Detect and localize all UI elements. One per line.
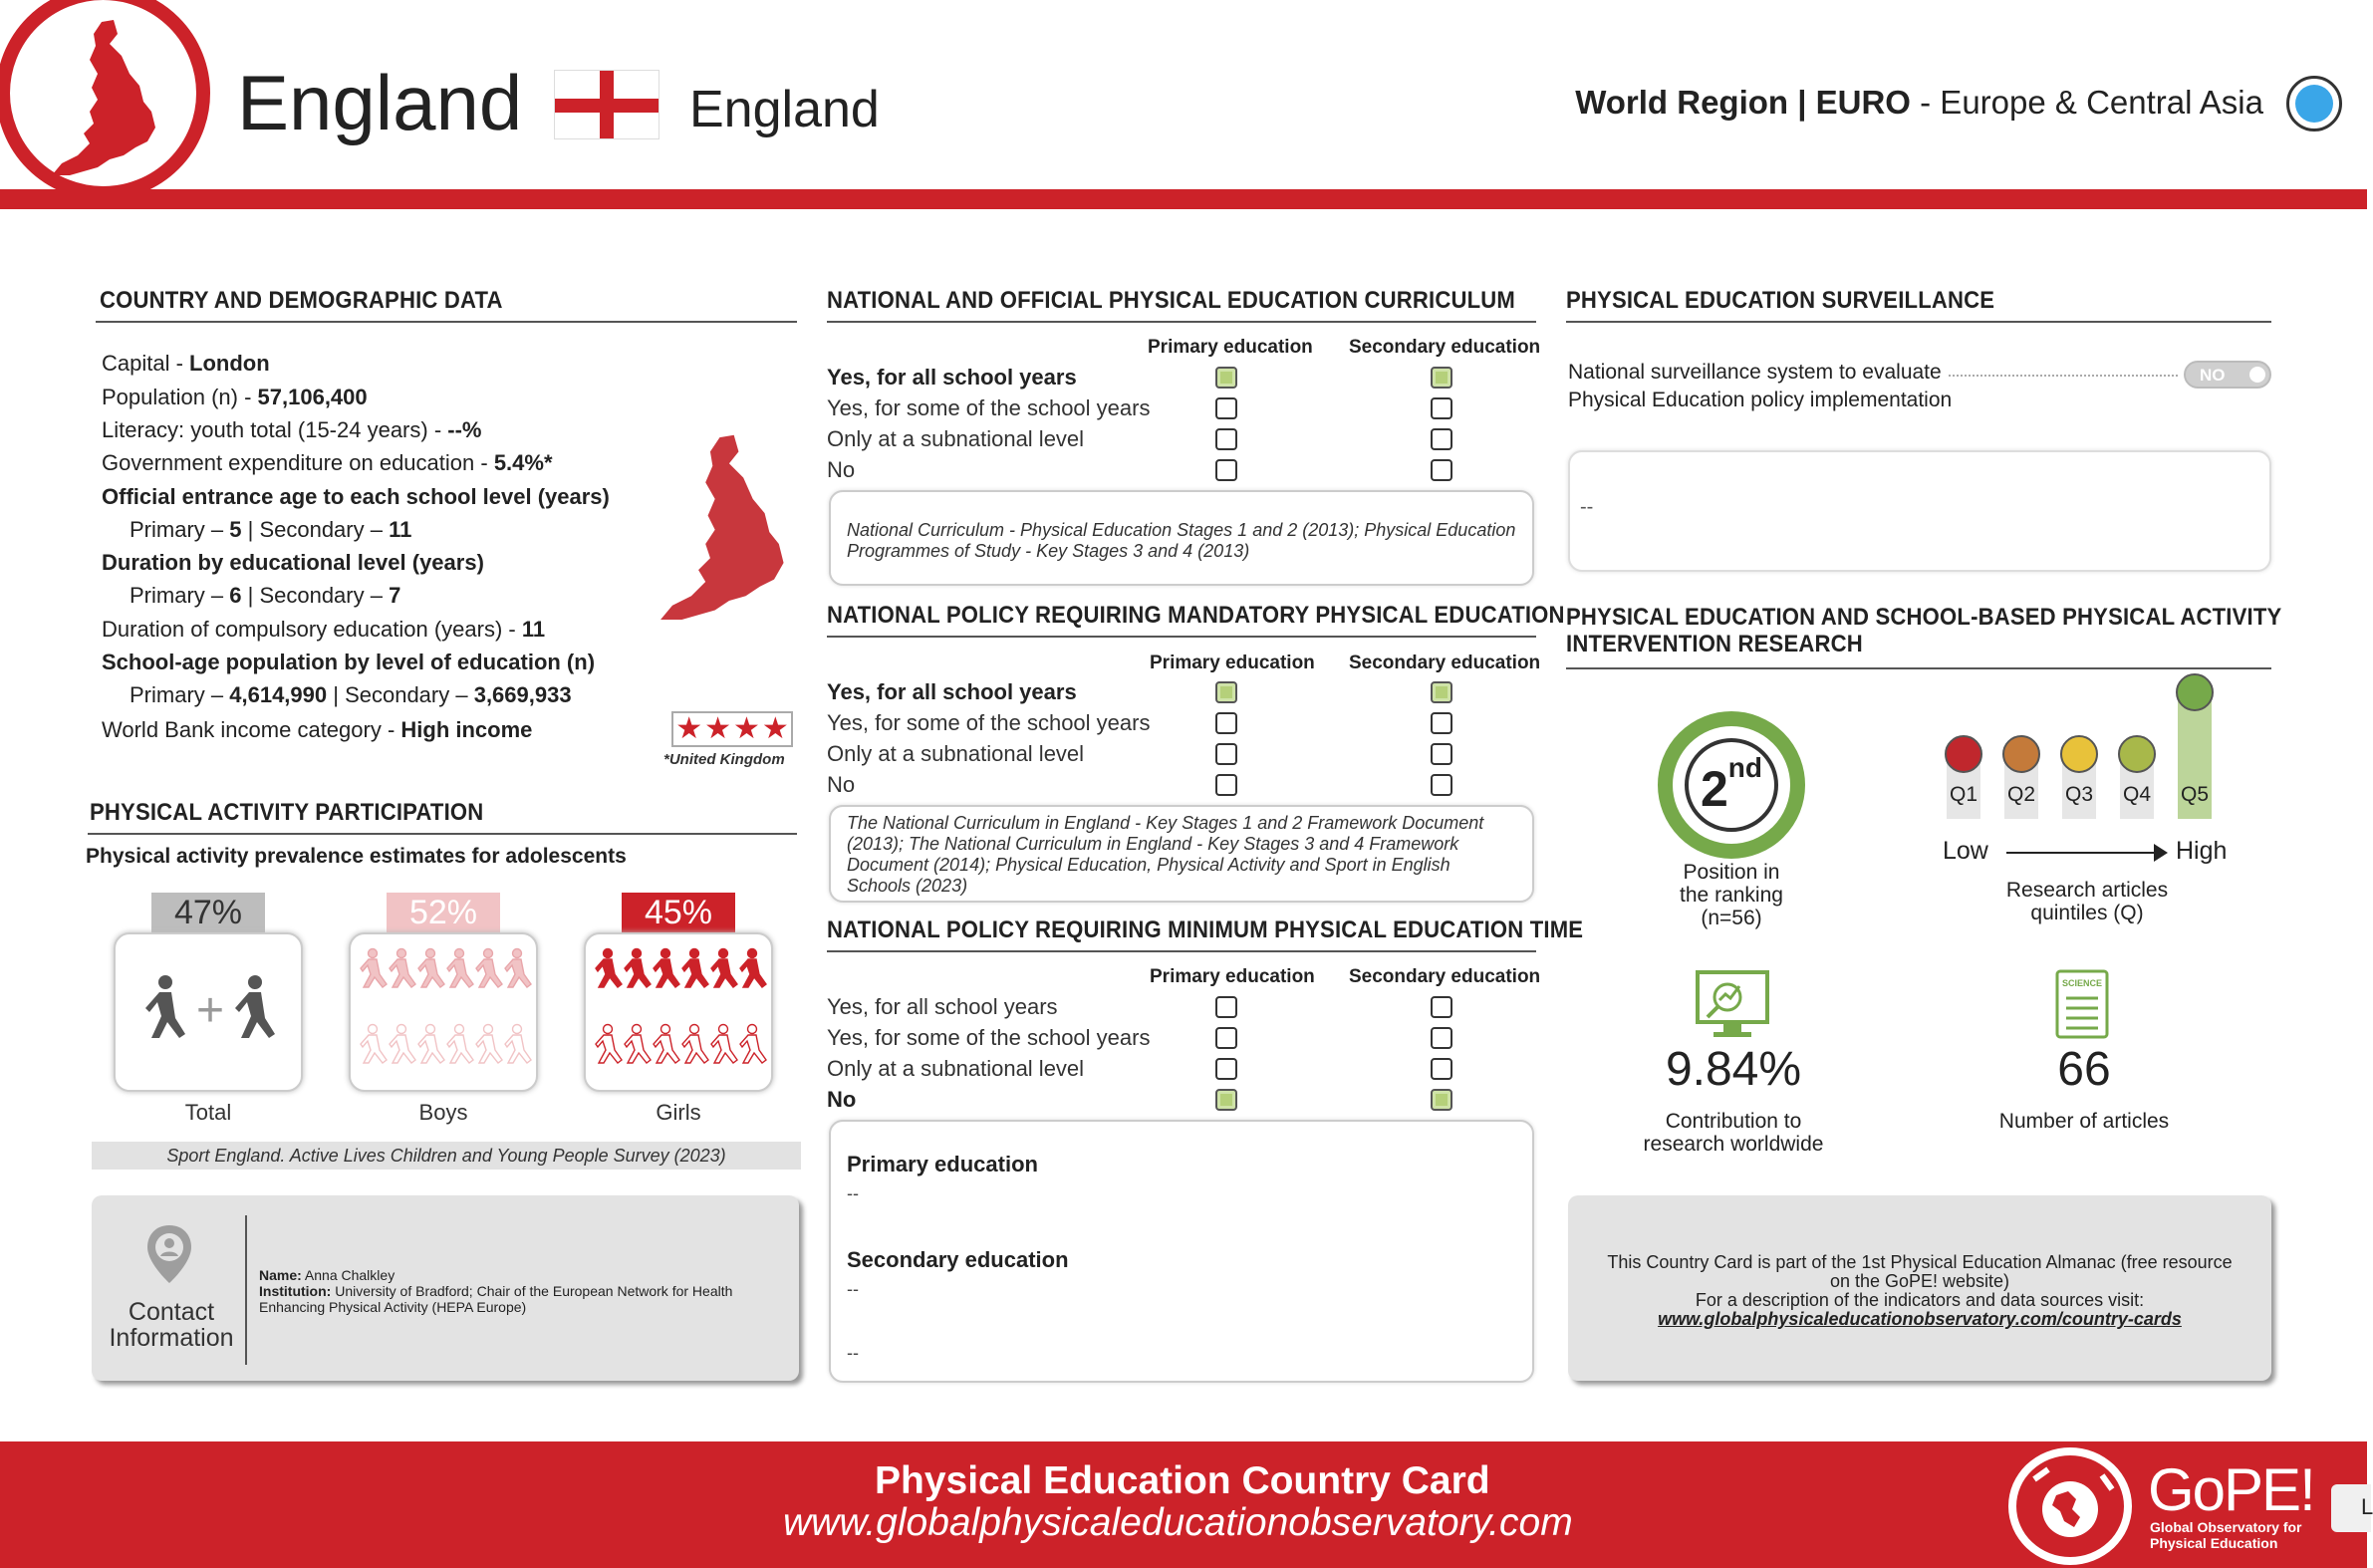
star-icon: ★ bbox=[704, 712, 731, 745]
rank-label-line1: Position in bbox=[1683, 861, 1780, 884]
expenditure-label: Government expenditure on education - bbox=[102, 450, 494, 475]
mintime-primary-checkbox[interactable] bbox=[1215, 1058, 1237, 1080]
rank-number: 2 bbox=[1700, 761, 1728, 817]
arrow-right-icon bbox=[2006, 852, 2164, 854]
header-bar bbox=[0, 189, 2367, 209]
runner-icon bbox=[476, 949, 502, 988]
world-region-label: World Region | EURO bbox=[1575, 84, 1911, 121]
contact-name: Anna Chalkley bbox=[301, 1267, 396, 1283]
mintime-option: Yes, for some of the school years bbox=[827, 1025, 1151, 1050]
population-label: Population (n) - bbox=[102, 385, 258, 409]
star-icon: ★ bbox=[733, 712, 760, 745]
contribution-label-line2: research worldwide bbox=[1643, 1133, 1824, 1156]
section-divider bbox=[96, 321, 797, 323]
mandatory-secondary-checkbox[interactable] bbox=[1431, 712, 1452, 734]
quintile-ball-q5 bbox=[2176, 673, 2214, 711]
rank-ring bbox=[1658, 711, 1805, 859]
mandatory-primary-checkbox[interactable] bbox=[1215, 743, 1237, 765]
edge-tab[interactable]: L bbox=[2331, 1484, 2371, 1532]
pa-source: Sport England. Active Lives Children and Young People Survey (2023) bbox=[92, 1142, 801, 1170]
rank-label-line3: (n=56) bbox=[1701, 907, 1762, 929]
runner-icon bbox=[390, 949, 415, 988]
mandatory-option: Yes, for some of the school years bbox=[827, 710, 1151, 735]
entrance-primary-label: Primary – bbox=[130, 517, 230, 542]
articles-value: 66 bbox=[2057, 1043, 2111, 1096]
rank-suffix: nd bbox=[1727, 752, 1763, 783]
gope-brand: GoPE! bbox=[2148, 1456, 2314, 1523]
curriculum-col-secondary: Secondary education bbox=[1349, 337, 1541, 358]
runner-icon bbox=[682, 1025, 708, 1064]
surveillance-line1: National surveillance system to evaluate bbox=[1568, 361, 1942, 384]
runner-icon bbox=[654, 949, 679, 988]
research-title-line2: INTERVENTION RESEARCH bbox=[1566, 631, 1863, 657]
science-icon-text: SCIENCE bbox=[2061, 978, 2103, 988]
rank-value bbox=[1685, 738, 1778, 832]
high-label: High bbox=[2176, 837, 2228, 865]
population-line bbox=[102, 385, 368, 410]
runner-icon bbox=[625, 949, 651, 988]
contact-inst-label: Institution: bbox=[259, 1283, 332, 1299]
runners-icon bbox=[116, 934, 305, 1094]
duration-primary-value: 6 bbox=[229, 583, 242, 608]
runner-icon bbox=[418, 1025, 444, 1064]
duration-primary-label: Primary – bbox=[130, 583, 230, 608]
runner-icon bbox=[625, 1025, 651, 1064]
runner-icon bbox=[740, 1025, 766, 1064]
runner-icon bbox=[390, 1025, 415, 1064]
contact-label-line2: Information bbox=[109, 1324, 234, 1352]
quintile-ball-q3 bbox=[2060, 735, 2098, 773]
location-pin-icon bbox=[143, 1223, 195, 1285]
contact-details bbox=[259, 1267, 777, 1315]
schoolage-secondary-value: 3,669,933 bbox=[473, 682, 572, 707]
runner-icon bbox=[447, 1025, 473, 1064]
curriculum-secondary-checkbox[interactable] bbox=[1431, 459, 1452, 481]
mandatory-option: Only at a subnational level bbox=[827, 741, 1085, 766]
quintile-ball-q4 bbox=[2118, 735, 2156, 773]
svg-text:+: + bbox=[195, 984, 225, 1037]
literacy-line bbox=[102, 417, 481, 443]
rank-label bbox=[1614, 861, 1849, 929]
duration-secondary-value: 7 bbox=[389, 583, 401, 608]
contribution-label bbox=[1614, 1110, 1853, 1156]
curriculum-option: No bbox=[827, 457, 856, 482]
curriculum-option: Yes, for some of the school years bbox=[827, 395, 1151, 420]
mintime-primary-value: -- bbox=[847, 1183, 859, 1203]
star-icon: ★ bbox=[675, 712, 703, 745]
footer-url[interactable]: www.globalphysicaleducationobservatory.com bbox=[783, 1501, 1573, 1544]
mandatory-primary-checkbox[interactable] bbox=[1215, 712, 1237, 734]
mandatory-primary-checkbox[interactable] bbox=[1215, 774, 1237, 796]
research-title bbox=[1566, 604, 2281, 657]
section-divider bbox=[1566, 667, 2271, 669]
almanac-link[interactable]: www.globalphysicaleducationobservatory.com/country-cards bbox=[1658, 1309, 2182, 1329]
mandatory-option: Yes, for all school years bbox=[827, 679, 1077, 704]
quintile-ball-q1 bbox=[1945, 735, 1982, 773]
quintile-label-q4: Q4 bbox=[2122, 783, 2151, 806]
research-monitor-icon bbox=[1694, 968, 1771, 1044]
contact-box bbox=[92, 1195, 799, 1381]
gope-globe-icon bbox=[2008, 1447, 2132, 1565]
income-line bbox=[102, 717, 532, 743]
uk-note: *United Kingdom bbox=[663, 751, 785, 768]
compulsory-line bbox=[102, 617, 545, 643]
mandatory-col-primary: Primary education bbox=[1150, 653, 1315, 673]
boys-runners-icon bbox=[351, 934, 540, 1094]
mintime-option: No bbox=[827, 1087, 857, 1112]
quintile-label-line2: quintiles (Q) bbox=[2030, 902, 2144, 924]
entrance-secondary-value: 11 bbox=[389, 517, 412, 542]
pa-subtitle: Physical activity prevalence estimates for adolescents bbox=[86, 845, 627, 868]
gope-sub1: Global Observatory for bbox=[2150, 1519, 2302, 1535]
entrance-line bbox=[130, 517, 411, 543]
quintile-label-q5: Q5 bbox=[2180, 783, 2209, 806]
surveillance-box-value: -- bbox=[1580, 496, 1594, 518]
runner-icon bbox=[418, 949, 444, 988]
gope-subtitle bbox=[2150, 1519, 2301, 1551]
curriculum-primary-checkbox[interactable] bbox=[1215, 397, 1237, 419]
section-divider bbox=[827, 636, 1536, 638]
contribution-label-line1: Contribution to bbox=[1665, 1110, 1802, 1133]
duration-line bbox=[130, 583, 400, 609]
quintile-label-q1: Q1 bbox=[1949, 783, 1978, 806]
country-subtitle: England bbox=[689, 81, 880, 138]
star-icon: ★ bbox=[761, 712, 789, 745]
curriculum-col-primary: Primary education bbox=[1148, 337, 1313, 358]
mintime-primary-checkbox[interactable] bbox=[1215, 1027, 1237, 1049]
mintime-option: Yes, for all school years bbox=[827, 994, 1058, 1019]
mintime-secondary-checkbox[interactable] bbox=[1431, 996, 1452, 1018]
capital-line bbox=[102, 351, 270, 377]
duration-title-text: Duration by educational level (years) bbox=[102, 550, 484, 575]
england-map-icon bbox=[40, 16, 169, 175]
country-name: England bbox=[237, 59, 523, 146]
contact-inst: University of Bradford; Chair of the European Network for Health Enhancing Physical Activity (HEPA Europe) bbox=[259, 1283, 733, 1315]
expenditure-value: 5.4%* bbox=[493, 450, 553, 475]
page-footer bbox=[0, 1441, 2367, 1568]
surveillance-toggle[interactable] bbox=[2184, 361, 2271, 389]
runner-icon bbox=[711, 949, 737, 988]
runner-icon bbox=[505, 949, 531, 988]
section-divider bbox=[827, 321, 1536, 323]
mintime-extra-value: -- bbox=[847, 1343, 859, 1363]
capital-label: Capital - bbox=[102, 351, 190, 376]
runner-icon bbox=[596, 949, 622, 988]
schoolage-secondary-label: | Secondary – bbox=[327, 682, 474, 707]
boys-pct: 52% bbox=[387, 893, 500, 932]
schoolage-title bbox=[102, 650, 595, 675]
curriculum-secondary-checkbox[interactable] bbox=[1431, 428, 1452, 450]
boys-label: Boys bbox=[418, 1100, 468, 1125]
population-value: 57,106,400 bbox=[257, 385, 368, 409]
curriculum-primary-checkbox[interactable] bbox=[1215, 428, 1237, 450]
duration-secondary-label: | Secondary – bbox=[241, 583, 390, 608]
entrance-primary-value: 5 bbox=[229, 517, 242, 542]
mandatory-reference: The National Curriculum in England - Key Stages 1 and 2 Framework Document (2013); The National Curriculum in England - Key Stages 3 and 4 Framework Document (2014); Physical Education, Physical Activity and Sport in English Schools (2023) bbox=[829, 805, 1534, 903]
mintime-col-primary: Primary education bbox=[1150, 966, 1315, 987]
girls-runners-icon bbox=[586, 934, 775, 1094]
mintime-box bbox=[829, 1120, 1534, 1383]
science-document-icon bbox=[2054, 968, 2110, 1040]
england-flag-icon bbox=[554, 70, 659, 139]
mintime-secondary-value: -- bbox=[847, 1279, 859, 1299]
mintime-col-secondary: Secondary education bbox=[1349, 966, 1541, 987]
surveillance-box bbox=[1568, 450, 2271, 572]
curriculum-secondary-checkbox[interactable] bbox=[1431, 367, 1452, 389]
entrance-secondary-label: | Secondary – bbox=[241, 517, 390, 542]
pa-title: PHYSICAL ACTIVITY PARTICIPATION bbox=[90, 799, 484, 826]
duration-title bbox=[102, 550, 484, 576]
mandatory-secondary-checkbox[interactable] bbox=[1431, 681, 1452, 703]
runner-icon bbox=[505, 1025, 531, 1064]
mintime-secondary-checkbox[interactable] bbox=[1431, 1027, 1452, 1049]
gope-sub2: Physical Education bbox=[2150, 1535, 2278, 1551]
mandatory-secondary-checkbox[interactable] bbox=[1431, 743, 1452, 765]
surveillance-text bbox=[1568, 359, 1952, 414]
schoolage-primary-value: 4,614,990 bbox=[229, 682, 328, 707]
runner-icon bbox=[361, 949, 387, 988]
country-map-logo bbox=[0, 0, 210, 200]
contact-label-line1: Contact bbox=[128, 1298, 215, 1326]
quintile-label-q3: Q3 bbox=[2064, 783, 2093, 806]
world-region bbox=[1575, 84, 2263, 122]
quintile-ball-q2 bbox=[2002, 735, 2040, 773]
region-color-dot-icon bbox=[2286, 76, 2342, 131]
income-label: World Bank income category - bbox=[102, 717, 401, 742]
quintile-label-line1: Research articles bbox=[2005, 879, 2169, 902]
girls-pct: 45% bbox=[622, 893, 735, 932]
page-header bbox=[0, 0, 2367, 209]
section-divider bbox=[1566, 321, 2271, 323]
england-map-illustration bbox=[644, 430, 803, 620]
surveillance-toggle-label: NO bbox=[2200, 366, 2226, 385]
curriculum-title: NATIONAL AND OFFICIAL PHYSICAL EDUCATION CURRICULUM bbox=[827, 287, 1515, 314]
curriculum-primary-checkbox[interactable] bbox=[1215, 459, 1237, 481]
schoolage-line bbox=[130, 682, 572, 708]
runner-icon bbox=[740, 949, 766, 988]
compulsory-label: Duration of compulsory education (years) - bbox=[102, 617, 522, 642]
mintime-primary-checkbox[interactable] bbox=[1215, 996, 1237, 1018]
dotted-leader bbox=[1949, 375, 2178, 377]
girls-label: Girls bbox=[656, 1100, 701, 1125]
contact-divider bbox=[245, 1215, 247, 1365]
mintime-option: Only at a subnational level bbox=[827, 1056, 1085, 1081]
curriculum-option: Yes, for all school years bbox=[827, 365, 1077, 390]
mintime-secondary-checkbox[interactable] bbox=[1431, 1058, 1452, 1080]
almanac-line1: This Country Card is part of the 1st Physical Education Almanac (free resource on the GoPE! website) bbox=[1607, 1252, 2233, 1291]
literacy-value: --% bbox=[447, 417, 482, 442]
income-stars bbox=[671, 711, 793, 747]
section-divider bbox=[88, 833, 797, 835]
total-pct: 47% bbox=[151, 893, 265, 932]
footer-title: Physical Education Country Card bbox=[875, 1459, 1490, 1502]
curriculum-primary-checkbox[interactable] bbox=[1215, 367, 1237, 389]
world-region-desc: - Europe & Central Asia bbox=[1910, 84, 2263, 121]
almanac-note bbox=[1568, 1195, 2271, 1381]
schoolage-title-text: School-age population by level of education (n) bbox=[102, 650, 596, 674]
total-label: Total bbox=[184, 1100, 232, 1125]
entrance-title-text: Official entrance age to each school level (years) bbox=[102, 484, 610, 509]
section-divider bbox=[827, 950, 1536, 952]
runner-icon bbox=[654, 1025, 679, 1064]
mintime-title: NATIONAL POLICY REQUIRING MINIMUM PHYSICAL EDUCATION TIME bbox=[827, 916, 1584, 943]
boys-figure-box bbox=[349, 932, 538, 1092]
runner-icon bbox=[682, 949, 708, 988]
contribution-value: 9.84% bbox=[1665, 1043, 1802, 1096]
mandatory-secondary-checkbox[interactable] bbox=[1431, 774, 1452, 796]
mandatory-primary-checkbox[interactable] bbox=[1215, 681, 1237, 703]
schoolage-primary-label: Primary – bbox=[130, 682, 230, 707]
runner-icon bbox=[447, 949, 473, 988]
girls-figure-box bbox=[584, 932, 773, 1092]
surveillance-line2: Physical Education policy implementation bbox=[1568, 389, 1953, 411]
expenditure-line bbox=[102, 450, 553, 476]
total-figure-box bbox=[114, 932, 303, 1092]
low-label: Low bbox=[1943, 837, 1988, 865]
quintile-label bbox=[1953, 879, 2222, 924]
curriculum-option: Only at a subnational level bbox=[827, 426, 1085, 451]
income-value: High income bbox=[400, 717, 533, 742]
research-title-line1: PHYSICAL EDUCATION AND SCHOOL-BASED PHYSICAL ACTIVITY bbox=[1566, 604, 2282, 631]
globe-icon bbox=[2016, 1455, 2124, 1557]
mandatory-option: No bbox=[827, 772, 856, 797]
mandatory-col-secondary: Secondary education bbox=[1349, 653, 1541, 673]
capital-value: London bbox=[189, 351, 270, 376]
literacy-label: Literacy: youth total (15-24 years) - bbox=[102, 417, 448, 442]
runner-icon bbox=[476, 1025, 502, 1064]
runner-icon bbox=[596, 1025, 622, 1064]
articles-label: Number of articles bbox=[1998, 1110, 2170, 1133]
mintime-secondary-checkbox[interactable] bbox=[1431, 1089, 1452, 1111]
runner-icon bbox=[711, 1025, 737, 1064]
runner-icon bbox=[361, 1025, 387, 1064]
compulsory-value: 11 bbox=[521, 617, 546, 642]
mandatory-title: NATIONAL POLICY REQUIRING MANDATORY PHYSICAL EDUCATION bbox=[827, 602, 1565, 629]
entrance-title bbox=[102, 484, 610, 510]
rank-label-line2: the ranking bbox=[1680, 884, 1783, 907]
curriculum-secondary-checkbox[interactable] bbox=[1431, 397, 1452, 419]
contact-label bbox=[102, 1299, 241, 1351]
quintile-label-q2: Q2 bbox=[2006, 783, 2035, 806]
curriculum-reference: National Curriculum - Physical Education Stages 1 and 2 (2013); Physical Education Programmes of Study - Key Stages 3 and 4 (2013) bbox=[829, 490, 1534, 586]
almanac-line2: For a description of the indicators and data sources visit: bbox=[1695, 1290, 2145, 1310]
mintime-primary-checkbox[interactable] bbox=[1215, 1089, 1237, 1111]
demographic-title: COUNTRY AND DEMOGRAPHIC DATA bbox=[100, 287, 503, 314]
contact-name-label: Name: bbox=[259, 1267, 302, 1283]
mintime-secondary-heading: Secondary education bbox=[847, 1247, 1069, 1272]
mintime-primary-heading: Primary education bbox=[847, 1152, 1038, 1176]
surveillance-title: PHYSICAL EDUCATION SURVEILLANCE bbox=[1566, 287, 1995, 314]
